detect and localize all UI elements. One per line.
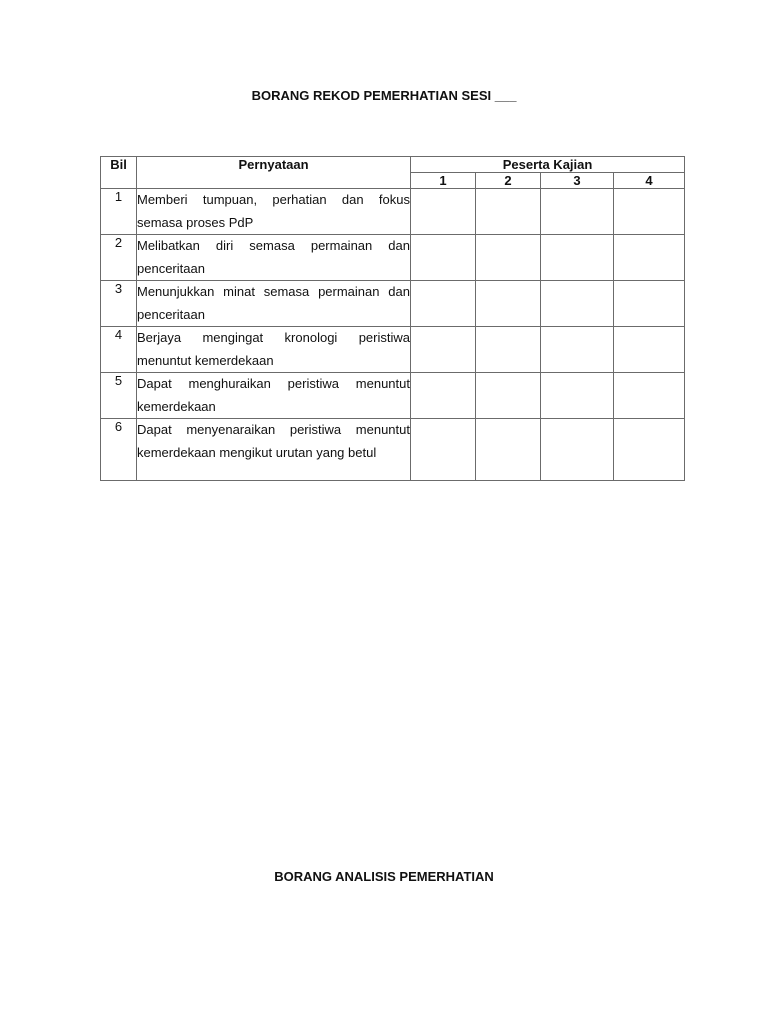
- row-number: 2: [101, 235, 137, 281]
- header-peserta-kajian: Peserta Kajian: [411, 157, 685, 173]
- participant-2-cell[interactable]: [476, 327, 541, 373]
- participant-2-cell[interactable]: [476, 281, 541, 327]
- statement-cell: Melibatkan diri semasa permainan dan penceritaan: [137, 235, 411, 281]
- table-body: [101, 189, 685, 481]
- header-participant-2: 2: [476, 173, 541, 189]
- participant-2-cell[interactable]: [476, 419, 541, 481]
- form-title: BORANG REKOD PEMERHATIAN SESI ___: [251, 88, 517, 103]
- table-row: [101, 189, 685, 235]
- header-participant-1: 1: [411, 173, 476, 189]
- table-row: [101, 373, 685, 419]
- participant-3-cell[interactable]: [541, 189, 614, 235]
- participant-2-cell[interactable]: [476, 189, 541, 235]
- table-row: [101, 327, 685, 373]
- participant-1-cell[interactable]: [411, 419, 476, 481]
- participant-1-cell[interactable]: [411, 235, 476, 281]
- row-number: 1: [101, 189, 137, 235]
- table-row: [101, 419, 685, 481]
- participant-3-cell[interactable]: [541, 419, 614, 481]
- participant-4-cell[interactable]: [614, 189, 685, 235]
- header-pernyataan: Pernyataan: [137, 157, 411, 189]
- participant-4-cell[interactable]: [614, 327, 685, 373]
- statement-cell: Berjaya mengingat kronologi peristiwa menuntut kemerdekaan: [137, 327, 411, 373]
- participant-4-cell[interactable]: [614, 281, 685, 327]
- participant-1-cell[interactable]: [411, 281, 476, 327]
- row-number: 4: [101, 327, 137, 373]
- statement-cell: Dapat menyenaraikan peristiwa menuntut kemerdekaan mengikut urutan yang betul: [137, 419, 411, 481]
- statement-cell: Dapat menghuraikan peristiwa menuntut kemerdekaan: [137, 373, 411, 419]
- participant-2-cell[interactable]: [476, 373, 541, 419]
- row-number: 5: [101, 373, 137, 419]
- analysis-title: BORANG ANALISIS PEMERHATIAN: [274, 869, 494, 884]
- header-participant-3: 3: [541, 173, 614, 189]
- participant-3-cell[interactable]: [541, 373, 614, 419]
- participant-4-cell[interactable]: [614, 373, 685, 419]
- participant-1-cell[interactable]: [411, 189, 476, 235]
- participant-1-cell[interactable]: [411, 373, 476, 419]
- row-number: 3: [101, 281, 137, 327]
- participant-4-cell[interactable]: [614, 235, 685, 281]
- header-participant-4: 4: [614, 173, 685, 189]
- participant-2-cell[interactable]: [476, 235, 541, 281]
- table-row: [101, 235, 685, 281]
- participant-3-cell[interactable]: [541, 327, 614, 373]
- header-bil: Bil: [101, 157, 137, 189]
- observation-record-table: [100, 156, 685, 481]
- participant-3-cell[interactable]: [541, 281, 614, 327]
- participant-4-cell[interactable]: [614, 419, 685, 481]
- table-row: [101, 281, 685, 327]
- participant-3-cell[interactable]: [541, 235, 614, 281]
- statement-cell: Menunjukkan minat semasa permainan dan penceritaan: [137, 281, 411, 327]
- row-number: 6: [101, 419, 137, 481]
- statement-cell: Memberi tumpuan, perhatian dan fokus semasa proses PdP: [137, 189, 411, 235]
- participant-1-cell[interactable]: [411, 327, 476, 373]
